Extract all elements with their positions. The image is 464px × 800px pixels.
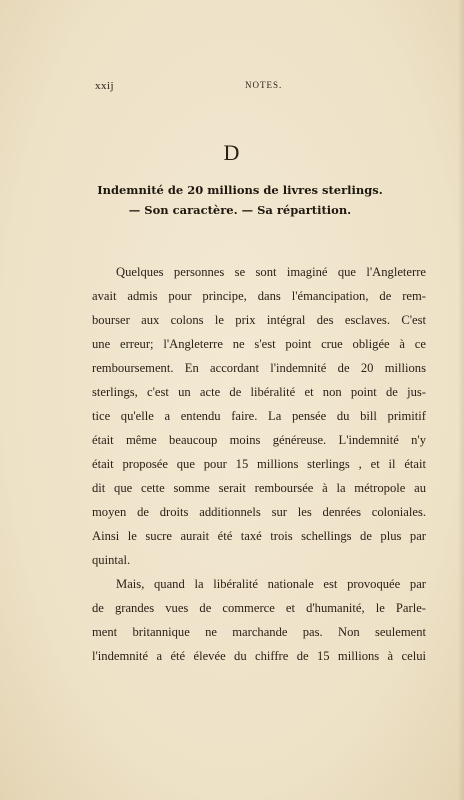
text-line: était même beaucoup moins généreuse. L'indemnité n'y xyxy=(92,433,426,447)
section-title xyxy=(60,180,420,220)
page-number: xxij xyxy=(95,80,115,92)
body-text xyxy=(92,260,426,668)
page-header xyxy=(95,80,395,96)
text-line: avait admis pour principe, dans l'émancipation, de rem- xyxy=(92,289,426,303)
text-line: l'indemnité a été élevée du chiffre de 15 millions à celui xyxy=(92,649,426,663)
text-line: tice qu'elle a entendu faire. La pensée du bill primitif xyxy=(92,409,426,423)
text-line: de grandes vues de commerce et d'humanité, le Parle- xyxy=(92,601,426,615)
text-line: Quelques personnes se sont imaginé que l'Angleterre xyxy=(116,265,426,279)
text-line: était proposée que pour 15 millions sterlings , et il était xyxy=(92,457,426,471)
section-letter: D xyxy=(223,140,241,165)
text-line: quintal. xyxy=(92,553,131,567)
text-line: Mais, quand la libéralité nationale est provoquée par xyxy=(116,577,426,591)
section-title-line: — Son caractère. — Sa répartition. xyxy=(128,203,352,217)
text-line: Ainsi le sucre aurait été taxé trois schellings de plus par xyxy=(92,529,426,543)
text-line: sterlings, c'est un acte de libéralité et non point de jus- xyxy=(92,385,426,399)
page-edge-shadow xyxy=(458,0,464,800)
section-title-line: Indemnité de 20 millions de livres sterlings. xyxy=(97,183,383,197)
text-line: bourser aux colons le prix intégral des esclaves. C'est xyxy=(92,313,426,327)
text-line: ment britannique ne marchande pas. Non seulement xyxy=(92,625,426,639)
text-line: dit que cette somme serait remboursée à la métropole au xyxy=(92,481,426,495)
running-head: NOTES. xyxy=(245,80,283,90)
text-line: une erreur; l'Angleterre ne s'est point crue obligée à ce xyxy=(92,337,426,351)
text-line: moyen de droits additionnels sur les denrées coloniales. xyxy=(92,505,426,519)
text-line: remboursement. En accordant l'indemnité de 20 millions xyxy=(92,361,426,375)
